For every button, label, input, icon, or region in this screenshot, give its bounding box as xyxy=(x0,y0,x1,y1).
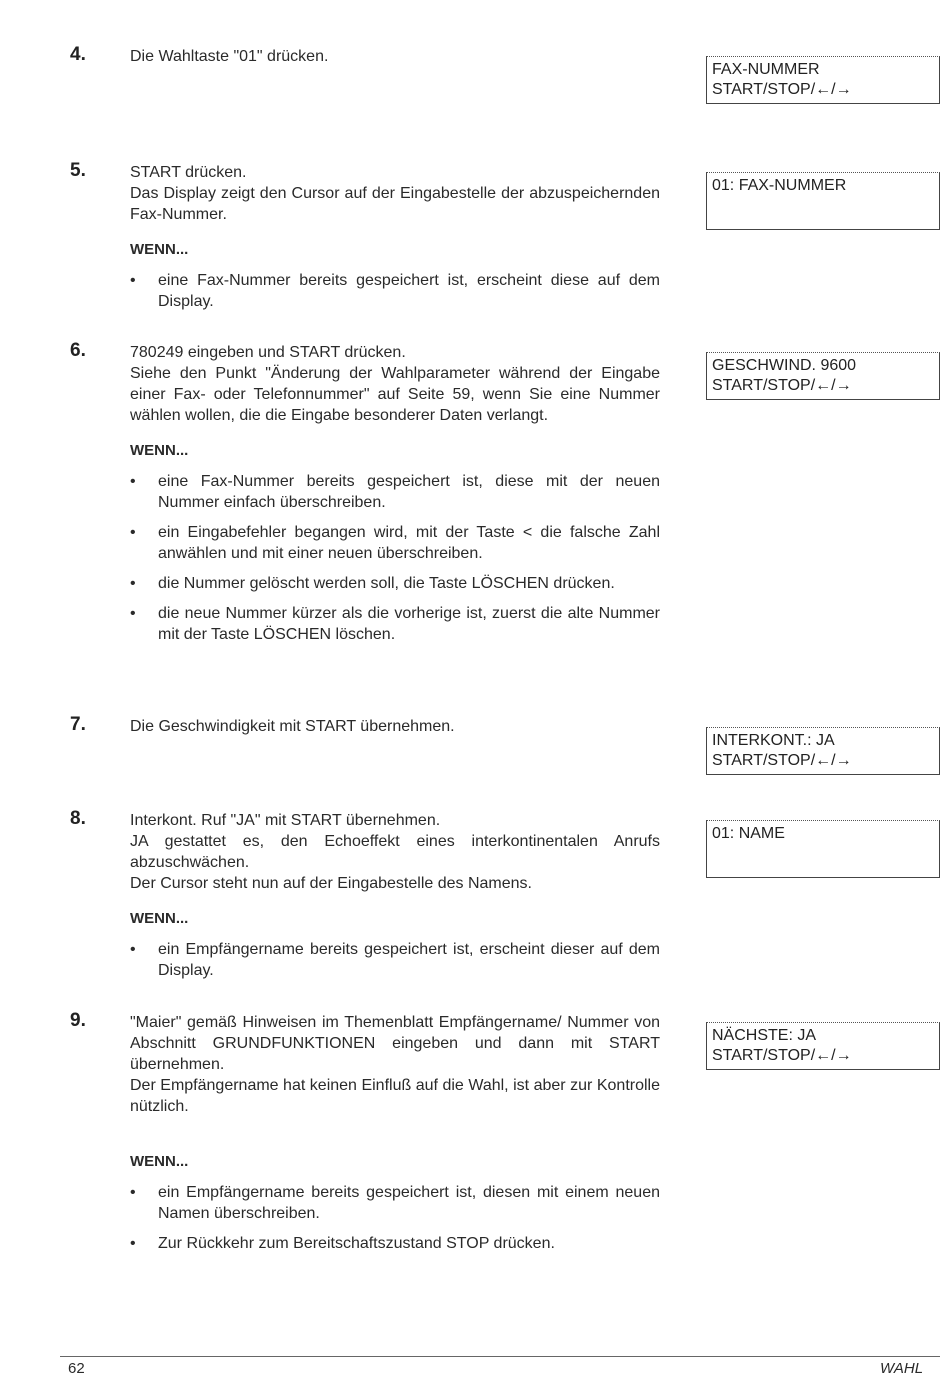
step-line: Interkont. Ruf "JA" mit START übernehmen. xyxy=(130,812,441,829)
display-line: START/STOP/←/→ xyxy=(712,1047,852,1064)
step-number: 4. xyxy=(70,44,86,65)
display-line: START/STOP/←/→ xyxy=(712,752,852,769)
lcd-display-step-4 xyxy=(706,56,940,104)
lcd-display-step-8 xyxy=(706,820,940,878)
wenn-heading: WENN... xyxy=(130,442,189,459)
condition-list xyxy=(130,270,660,312)
list-item: • die Nummer gelöscht werden soll, die Taste LÖSCHEN drücken. xyxy=(130,573,660,594)
step-line: Der Cursor steht nun auf der Eingabestelle des Namens. xyxy=(130,875,532,892)
lcd-display-step-7 xyxy=(706,727,940,775)
step-number: 9. xyxy=(70,1010,86,1031)
page-number: 62 xyxy=(68,1360,85,1377)
list-item: • ein Empfängername bereits gespeichert ist, diesen mit einem neuen Namen überschreiben. xyxy=(130,1182,660,1224)
display-line: 01: NAME xyxy=(712,825,785,842)
step-text xyxy=(130,1012,660,1263)
wenn-heading: WENN... xyxy=(130,241,189,258)
step-line: Die Geschwindigkeit mit START übernehmen. xyxy=(130,718,455,735)
condition-list xyxy=(130,1182,660,1254)
step-line: 780249 eingeben und START drücken. xyxy=(130,344,406,361)
wenn-heading: WENN... xyxy=(130,1153,189,1170)
display-line: FAX-NUMMER xyxy=(712,61,820,78)
lcd-display-step-5 xyxy=(706,172,940,230)
step-line: Die Wahltaste "01" drücken. xyxy=(130,48,329,65)
lcd-display-step-6 xyxy=(706,352,940,400)
display-line: GESCHWIND. 9600 xyxy=(712,357,857,374)
condition-list xyxy=(130,471,660,645)
wenn-heading: WENN... xyxy=(130,910,189,927)
step-text xyxy=(130,162,660,321)
step-line: START drücken. xyxy=(130,164,247,181)
display-line: START/STOP/←/→ xyxy=(712,81,852,98)
section-name: WAHL xyxy=(880,1360,924,1377)
list-item: • eine Fax-Nummer bereits gespeichert ist, erscheint diese auf dem Display. xyxy=(130,270,660,312)
list-item: • ein Eingabefehler begangen wird, mit der Taste < die falsche Zahl anwählen und mit einer neuen überschreiben. xyxy=(130,522,660,564)
list-item: • Zur Rückkehr zum Bereitschaftszustand STOP drücken. xyxy=(130,1233,660,1254)
display-line: 01: FAX-NUMMER xyxy=(712,177,847,194)
step-number: 6. xyxy=(70,340,86,361)
lcd-display-step-9 xyxy=(706,1022,940,1070)
step-line: JA gestattet es, den Echoeffekt eines interkontinentalen Anrufs abzuschwächen. xyxy=(130,833,660,871)
step-number: 8. xyxy=(70,808,86,829)
step-line: Siehe den Punkt "Änderung der Wahlparameter während der Eingabe einer Fax- oder Telefonnummer" auf Seite 59, wenn Sie eine Nummer wählen wollen, die die Eingabe besonderer Daten verlangt. xyxy=(130,365,660,424)
list-item: • eine Fax-Nummer bereits gespeichert ist, diese mit der neuen Nummer einfach überschreiben. xyxy=(130,471,660,513)
display-line: NÄCHSTE: JA xyxy=(712,1027,817,1044)
step-line: "Maier" gemäß Hinweisen im Themenblatt Empfängername/ Nummer von Abschnitt GRUNDFUNKTIONEN eingeben und dann mit START übernehmen. xyxy=(130,1014,660,1073)
display-line: START/STOP/←/→ xyxy=(712,377,852,394)
condition-list xyxy=(130,939,660,981)
step-line: Der Empfängername hat keinen Einfluß auf die Wahl, ist aber zur Kontrolle nützlich. xyxy=(130,1077,660,1115)
step-text xyxy=(130,716,660,737)
list-item: • ein Empfängername bereits gespeichert ist, erscheint dieser auf dem Display. xyxy=(130,939,660,981)
step-text xyxy=(130,810,660,990)
step-number: 7. xyxy=(70,714,86,735)
step-number: 5. xyxy=(70,160,86,181)
list-item: • die neue Nummer kürzer als die vorherige ist, zuerst die alte Nummer mit der Taste LÖSCHEN löschen. xyxy=(130,603,660,645)
display-line: INTERKONT.: JA xyxy=(712,732,835,749)
step-text xyxy=(130,46,660,67)
step-line: Das Display zeigt den Cursor auf der Eingabestelle der abzuspeichernden Fax-Nummer. xyxy=(130,185,660,223)
step-text xyxy=(130,342,660,654)
footer-divider xyxy=(60,1356,940,1357)
